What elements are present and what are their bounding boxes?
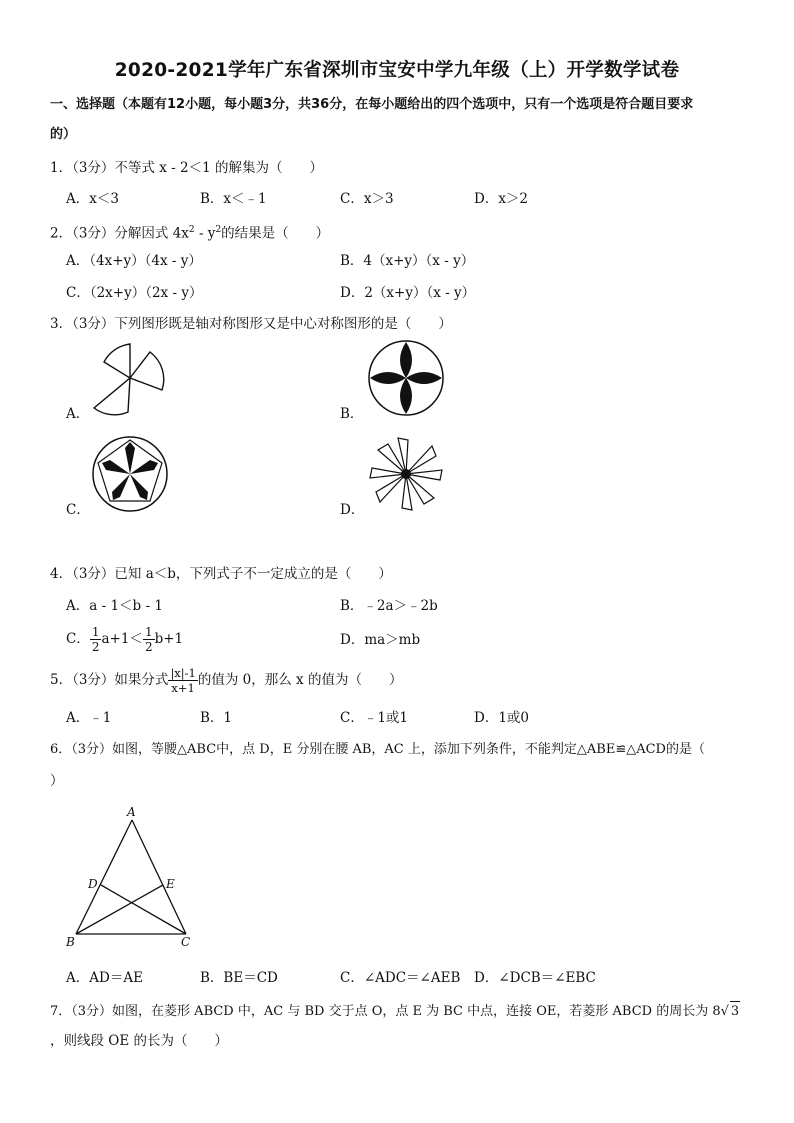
q4-option-c[interactable] bbox=[66, 624, 183, 654]
frac-num: 1 bbox=[91, 625, 100, 639]
q4-c-frac2 bbox=[143, 625, 155, 654]
q3-option-c[interactable]: C． bbox=[66, 502, 90, 518]
q2-stem-suffix: 的结果是（ ） bbox=[221, 225, 330, 242]
q4-c-prefix: C． bbox=[66, 631, 90, 647]
q3-stem: 3．（3分）下列图形既是轴对称图形又是中心对称图形的是（ ） bbox=[50, 316, 452, 332]
q5-stem bbox=[50, 664, 402, 696]
q2-stem-mid: - y bbox=[194, 225, 216, 242]
q2-option-b[interactable]: B．4（x+y）（x - y） bbox=[340, 253, 475, 269]
q4-option-a[interactable]: A．a - 1＜b - 1 bbox=[66, 598, 163, 614]
frac-den: 2 bbox=[91, 640, 100, 654]
q2-option-c[interactable]: C．（2x+y）（2x - y） bbox=[66, 285, 203, 301]
label-c: C bbox=[181, 935, 191, 949]
q4-c-part1: a+1＜ bbox=[101, 631, 143, 647]
q2-option-d[interactable]: D．2（x+y）（x - y） bbox=[340, 285, 476, 301]
q3-figure-d bbox=[366, 434, 446, 514]
q6-stem: 6．（3分）如图，等腰△ABC中，点 D，E 分别在腰 AB，AC 上，添加下列条件，不能判定△ABE≌△ACD的是（ bbox=[50, 742, 705, 757]
q6-stem-close: ） bbox=[50, 773, 64, 789]
q2-option-a[interactable]: A．（4x+y）（4x - y） bbox=[66, 253, 202, 269]
q3-figure-b bbox=[366, 338, 446, 418]
q1-option-c[interactable]: C．x＞3 bbox=[340, 191, 394, 207]
frac-num: |x|-1 bbox=[170, 666, 196, 680]
exam-title: 2020-2021学年广东省深圳市宝安中学九年级（上）开学数学试卷 bbox=[114, 60, 680, 81]
q7-sqrt-value: 3 bbox=[730, 1001, 740, 1022]
q6-option-b[interactable]: B．BE＝CD bbox=[200, 970, 278, 986]
q7-stem-line2: ，则线段 OE 的长为（ ） bbox=[50, 1033, 229, 1049]
q4-c-part2: b+1 bbox=[154, 631, 184, 647]
q4-option-d[interactable]: D．ma＞mb bbox=[340, 632, 421, 648]
q5-option-c[interactable]: C．﹣1或1 bbox=[340, 710, 409, 726]
q4-option-b[interactable]: B．﹣2a＞﹣2b bbox=[340, 598, 438, 614]
q5-option-b[interactable]: B．1 bbox=[200, 710, 233, 726]
sector-1 bbox=[104, 344, 130, 378]
q3-option-d[interactable]: D． bbox=[340, 502, 365, 518]
q6-option-c[interactable]: C．∠ADC＝∠AEB bbox=[340, 970, 461, 986]
frac-den: 2 bbox=[144, 640, 153, 654]
section-heading-line2: 的） bbox=[50, 127, 77, 142]
label-e: E bbox=[166, 877, 175, 891]
q2-exp1: 2 bbox=[188, 225, 195, 235]
q2-stem-prefix: 2．（3分）分解因式 4x bbox=[50, 225, 189, 242]
q5-stem-prefix: 5．（3分）如果分式 bbox=[50, 672, 169, 688]
sector-2 bbox=[130, 352, 164, 390]
q6-option-d[interactable]: D．∠DCB＝∠EBC bbox=[474, 970, 596, 986]
q1-stem: 1．（3分）不等式 x - 2＜1 的解集为（ ） bbox=[50, 160, 323, 176]
q2-exp2: 2 bbox=[215, 225, 222, 235]
q3-figure-c bbox=[90, 434, 170, 514]
frac-den: x+1 bbox=[171, 681, 195, 695]
sector-3 bbox=[94, 378, 130, 415]
q4-c-frac1 bbox=[90, 625, 102, 654]
q4-stem: 4．（3分）已知 a＜b，下列式子不一定成立的是（ ） bbox=[50, 566, 392, 582]
q5-fraction bbox=[168, 666, 197, 695]
frac-num: 1 bbox=[144, 625, 153, 639]
label-b: B bbox=[66, 935, 75, 949]
q1-option-a[interactable]: A．x＜3 bbox=[66, 191, 119, 207]
q7-stem: 7．（3分）如图，在菱形 ABCD 中，AC 与 BD 交于点 O，点 E 为 BC 中点，连接 OE，若菱形 ABCD 的周长为 8√ 3 bbox=[50, 1001, 740, 1022]
q5-option-a[interactable]: A．﹣1 bbox=[66, 710, 112, 726]
label-a: A bbox=[127, 805, 136, 819]
q1-option-b[interactable]: B．x＜﹣1 bbox=[200, 191, 267, 207]
q3-figure-a bbox=[90, 338, 170, 418]
q6-option-a[interactable]: A．AD＝AE bbox=[66, 970, 143, 986]
q2-stem bbox=[50, 220, 329, 244]
q3-option-b[interactable]: B． bbox=[340, 406, 364, 422]
label-d: D bbox=[88, 877, 98, 891]
q5-option-d[interactable]: D．1或0 bbox=[474, 710, 530, 726]
q5-stem-suffix: 的值为 0，那么 x 的值为（ ） bbox=[197, 672, 403, 688]
q7-stem-prefix: 7．（3分）如图，在菱形 ABCD 中，AC 与 BD 交于点 O，点 E 为 BC 中点，连接 OE，若菱形 ABCD 的周长为 8 bbox=[50, 1004, 721, 1019]
q3-option-a[interactable]: A． bbox=[66, 406, 90, 422]
section-heading-line1: 一、选择题（本题有12小题，每小题3分，共36分，在每小题给出的四个选项中，只有一个选项是符合题目要求 bbox=[50, 97, 694, 112]
q6-triangle-figure bbox=[60, 800, 210, 950]
q1-option-d[interactable]: D．x＞2 bbox=[474, 191, 529, 207]
